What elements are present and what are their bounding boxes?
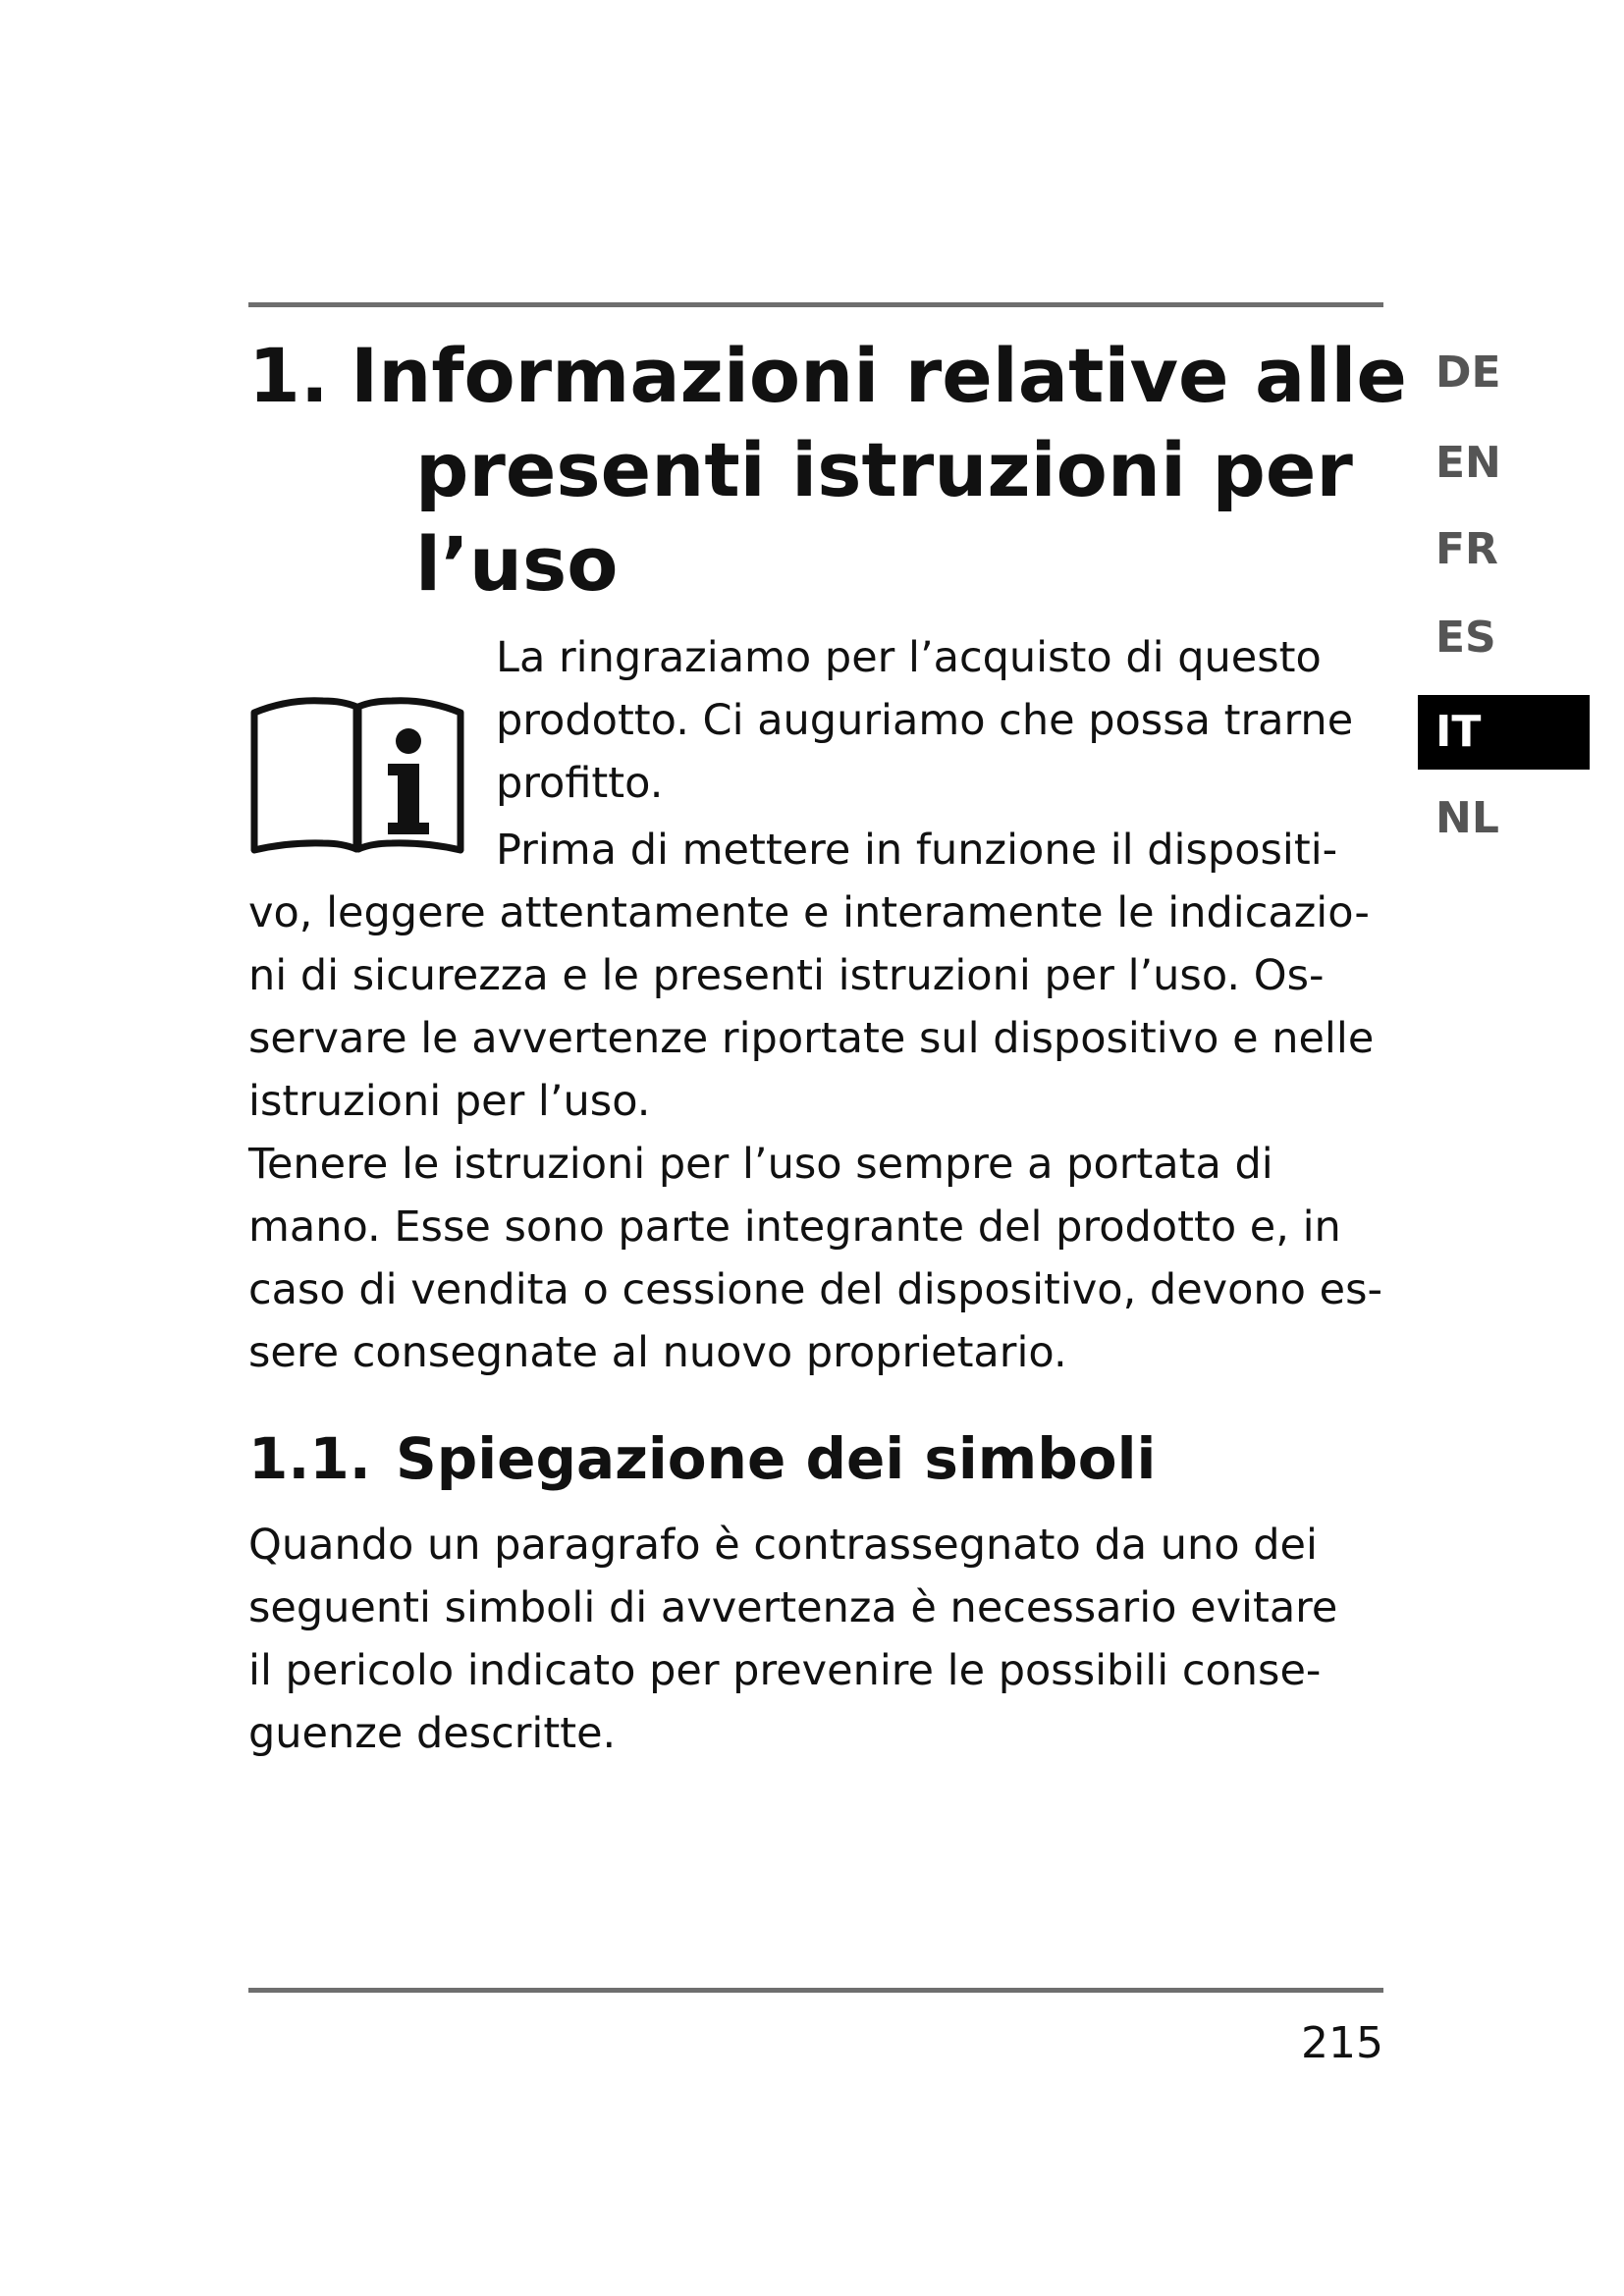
page-number: 215: [1301, 2018, 1383, 2068]
paragraph-line: ni di sicurezza e le presenti istruzioni per l’uso. Os-: [248, 951, 1325, 1000]
section-title-line-2: presenti istruzioni per: [415, 426, 1353, 513]
section-title-line-3: l’uso: [415, 520, 619, 608]
language-tab-en[interactable]: EN: [1435, 438, 1501, 488]
subsection-title: Spiegazione dei simboli: [396, 1425, 1157, 1492]
section-title-line-1: Informazioni relative alle: [351, 332, 1407, 419]
paragraph-line: servare le avvertenze riportate sul dispositivo e nelle: [248, 1014, 1375, 1063]
paragraph-line: il pericolo indicato per prevenire le possibili conse-: [248, 1646, 1322, 1695]
language-tab-fr[interactable]: FR: [1435, 524, 1498, 574]
bottom-rule: [248, 1988, 1383, 1993]
language-tab-de[interactable]: DE: [1435, 347, 1501, 398]
top-rule: [248, 302, 1383, 307]
paragraph-line: sere consegnate al nuovo proprietario.: [248, 1328, 1067, 1377]
reading-instructions-paragraph: [248, 819, 1374, 1133]
keep-instructions-paragraph: [248, 1133, 1382, 1384]
paragraph-line: mano. Esse sono parte integrante del prodotto e, in: [248, 1202, 1341, 1252]
paragraph-line: Tenere le istruzioni per l’uso sempre a portata di: [248, 1140, 1273, 1189]
intro-line: profitto.: [496, 759, 664, 808]
intro-line: prodotto. Ci auguriamo che possa trarne: [496, 696, 1354, 745]
paragraph-line: seguenti simboli di avvertenza è necessario evitare: [248, 1583, 1338, 1632]
paragraph-line: guenze descritte.: [248, 1709, 617, 1758]
language-tab-nl[interactable]: NL: [1435, 793, 1499, 843]
section-number: 1.: [248, 332, 329, 419]
paragraph-line: caso di vendita o cessione del dispositivo, devono es-: [248, 1265, 1383, 1314]
paragraph-line: Prima di mettere in funzione il dispositi-: [496, 826, 1338, 875]
paragraph-line: vo, leggere attentamente e interamente le indicazio-: [248, 888, 1370, 937]
subsection-heading: [248, 1419, 1156, 1498]
language-tab-it[interactable]: IT: [1418, 695, 1590, 770]
intro-paragraph: [496, 626, 1353, 815]
symbols-paragraph: [248, 1514, 1337, 1765]
language-tab-es[interactable]: ES: [1435, 613, 1496, 663]
intro-line: La ringraziamo per l’acquisto di questo: [496, 633, 1322, 682]
paragraph-line: Quando un paragrafo è contrassegnato da uno dei: [248, 1521, 1318, 1570]
paragraph-line: istruzioni per l’uso.: [248, 1077, 651, 1126]
subsection-number: 1.1.: [248, 1425, 371, 1492]
